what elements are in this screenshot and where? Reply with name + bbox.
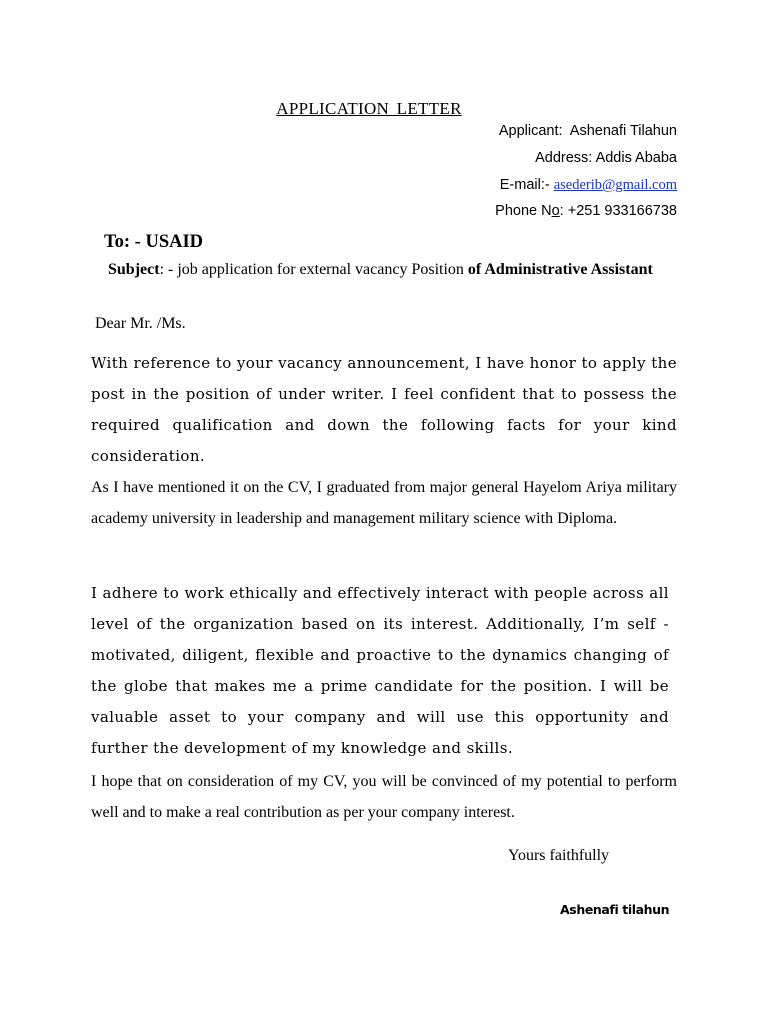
signature: Ashenafi tilahun <box>560 902 670 917</box>
email-line <box>500 177 677 194</box>
address-value: Addis Ababa <box>595 150 677 166</box>
subject-text: : - job application for external vacancy Position <box>159 261 468 278</box>
email-link[interactable]: asederib@gmail.com <box>553 177 677 193</box>
email-label: E-mail:- <box>499 177 550 193</box>
paragraph-qualities: I adhere to work ethically and effectively interact with people across all level of the organization based on its interest. Additionally, I’m self - motivated, diligent, flexible and proactive to the dynamics changing of the globe that makes me a prime candidate for the position. I will be valuable asset to your company and will use this opportunity and further the development of my knowledge and skills. <box>91 584 669 757</box>
subject-position: of Administrative Assistant <box>467 261 653 278</box>
phone-value: : +251 933166738 <box>559 203 677 219</box>
subject-line <box>91 259 677 281</box>
letter-title: APPLICATION LETTER <box>276 99 462 118</box>
applicant-line <box>499 123 677 139</box>
address-label: Address: <box>535 150 593 166</box>
phone-label-prefix: Phone N <box>495 203 552 219</box>
subject-label: Subject <box>108 261 160 278</box>
paragraph-conclusion: I hope that on consideration of my CV, you will be convinced of my potential to perform well and to make a real contribution as per your company interest. <box>91 773 677 821</box>
phone-label-underlined: o <box>551 203 560 219</box>
closing: Yours faithfully <box>508 847 610 864</box>
paragraph-education: As I have mentioned it on the CV, I graduated from major general Hayelom Ariya military academy university in leadership and management military science with Diploma. <box>91 479 677 527</box>
greeting: Dear Mr. /Ms. <box>95 315 186 332</box>
applicant-name: Ashenafi Tilahun <box>569 123 677 139</box>
phone-line <box>495 203 677 219</box>
applicant-label: Applicant: <box>498 123 563 139</box>
paragraph-reference: With reference to your vacancy announcement, I have honor to apply the post in the position of under writer. I feel confident that to possess the required qualification and down the following facts for your kind consideration. <box>91 354 677 465</box>
address-line <box>535 150 677 166</box>
recipient: To: - USAID <box>104 232 204 252</box>
